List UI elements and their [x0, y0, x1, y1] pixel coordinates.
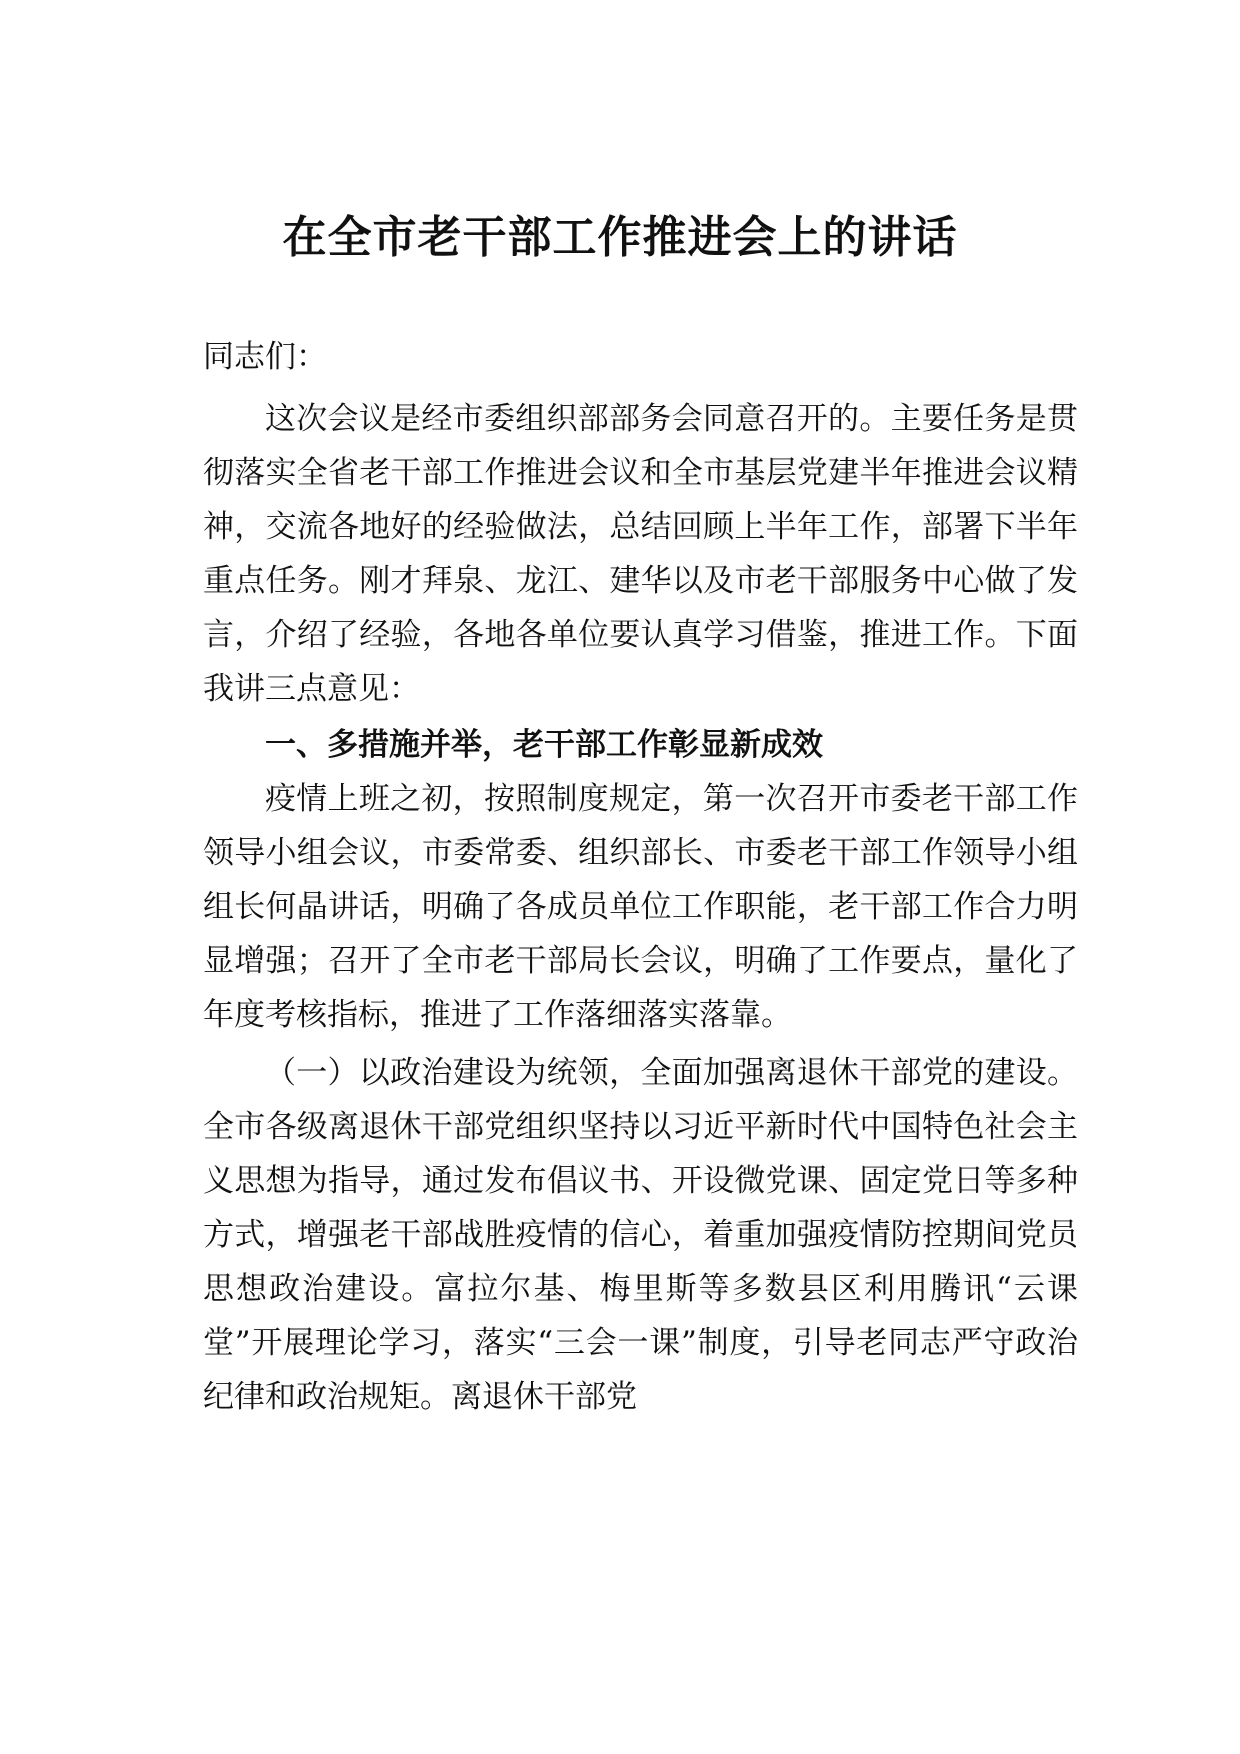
paragraph-intro: 这次会议是经市委组织部部务会同意召开的。主要任务是贯彻落实全省老干部工作推进会议和全市基层党建半年推进会议精神，交流各地好的经验做法，总结回顾上半年工作，部署下半年重点任务。刚才拜泉、龙江、建华以及市老干部服务中心做了发言，介绍了经验，各地各单位要认真学习借鉴，推进工作。下面我讲三点意见： — [203, 401, 1078, 707]
section-heading: 一、多措施并举，老干部工作彰显新成效 — [265, 727, 823, 763]
document-body — [203, 330, 1078, 1424]
paragraph-subsection-one: （一）以政治建设为统领，全面加强离退休干部党的建设。全市各级离退休干部党组织坚持以习近平新时代中国特色社会主义思想为指导，通过发布倡议书、开设微党课、固定党日等多种方式，增强老干部战胜疫情的信心，着重加强疫情防控期间党员思想政治建设。富拉尔基、梅里斯等多数县区利用腾讯“云课堂”开展理论学习，落实“三会一课”制度，引导老同志严守政治纪律和政治规矩。离退休干部党 — [203, 1055, 1078, 1415]
document-title: 在全市老干部工作推进会上的讲话 — [282, 212, 958, 263]
paragraph-section-one: 疫情上班之初，按照制度规定，第一次召开市委老干部工作领导小组会议，市委常委、组织部长、市委老干部工作领导小组组长何晶讲话，明确了各成员单位工作职能，老干部工作合力明显增强；召开了全市老干部局长会议，明确了工作要点，量化了年度考核指标，推进了工作落细落实落靠。 — [203, 781, 1078, 1033]
greeting-line: 同志们： — [203, 339, 327, 375]
